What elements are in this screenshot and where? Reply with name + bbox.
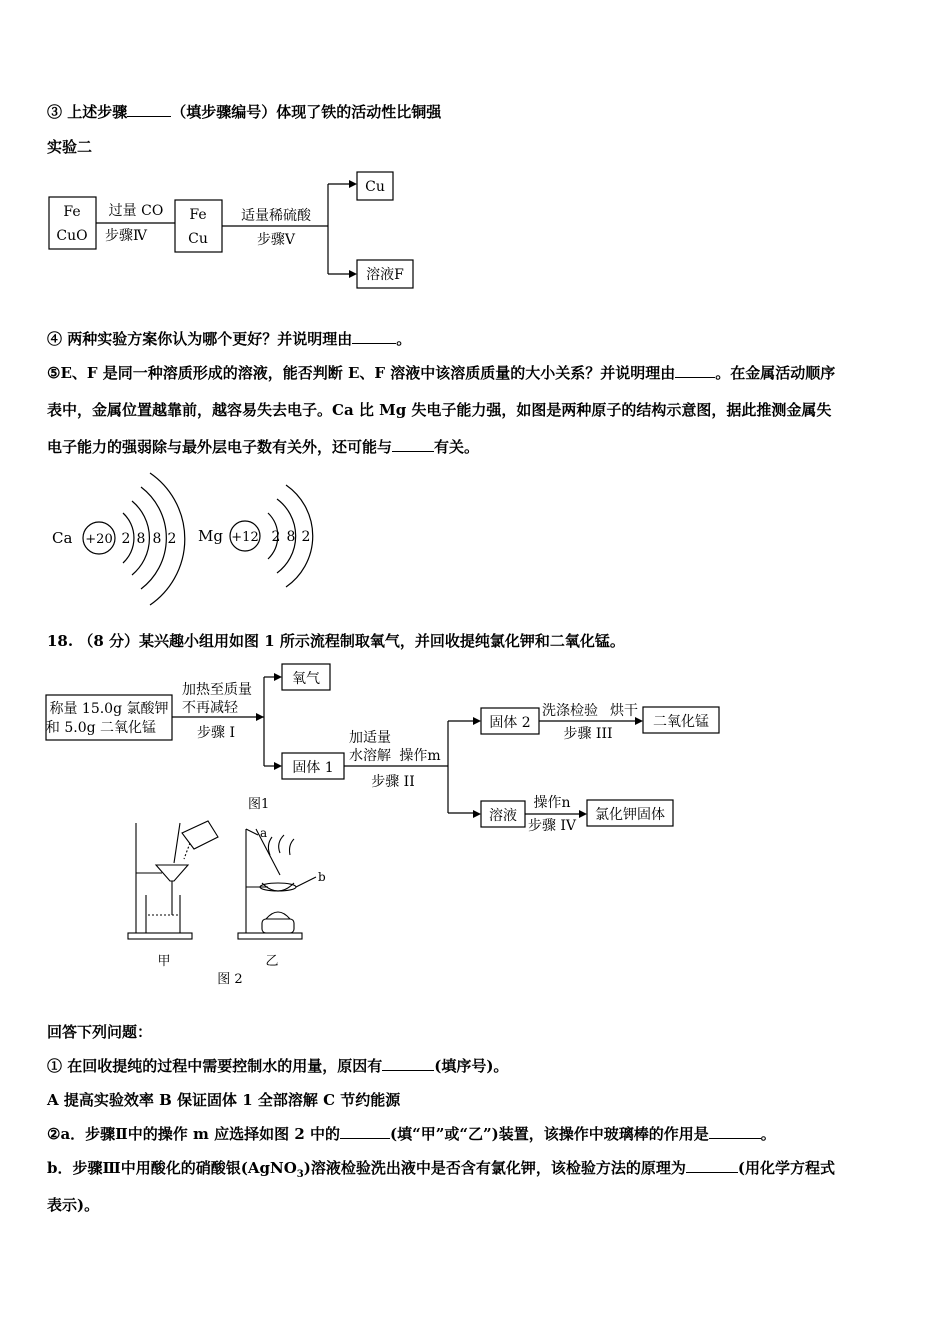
- solid1-label: 固体 1: [292, 760, 334, 776]
- answer-blank[interactable]: [352, 329, 396, 344]
- label-b: b: [318, 870, 326, 884]
- label-yi: 乙: [265, 954, 279, 969]
- arrow1-bottom-label: 步骤Ⅳ: [105, 228, 147, 244]
- ca-shell-count: 2: [121, 531, 131, 547]
- step3-label: 步骤 III: [563, 726, 613, 742]
- answer-blank[interactable]: [392, 437, 434, 452]
- glass-rod-jia: [174, 823, 180, 863]
- question-4-line: ④ 两种实验方案你认为哪个更好？并说明理由 。: [47, 330, 412, 348]
- answer-blank[interactable]: [686, 1158, 738, 1173]
- question-3-line: [47, 102, 441, 122]
- ca-nucleus-charge: +20: [85, 532, 113, 547]
- label-a: a: [260, 826, 268, 840]
- mno2-label: 二氧化锰: [653, 714, 709, 730]
- dry-label: 烘干: [610, 703, 638, 719]
- heat-line2: 不再减轻: [182, 700, 238, 716]
- wash-label: 洗涤检验: [542, 703, 598, 719]
- output-solution-f: 溶液F: [366, 267, 404, 283]
- op-n-label: 操作n: [533, 795, 571, 811]
- answer-blank[interactable]: [709, 1124, 761, 1139]
- oxygen-label: 氧气: [292, 671, 320, 687]
- box1-line1: Fe: [63, 204, 81, 220]
- question-5-line-2: 表中，金属位置越靠前，越容易失去电子。Ca 比 Mg 失电子能力强，如图是两种原子的结构示意图，据此推测金属失: [47, 401, 832, 419]
- answer-title: 回答下列问题：: [47, 1023, 153, 1041]
- pouring-beaker: [182, 821, 218, 849]
- op-m-label: 操作m: [399, 748, 441, 764]
- mg-symbol: Mg: [198, 527, 223, 545]
- output-cu: Cu: [365, 179, 385, 195]
- ca-shell-count: 8: [152, 531, 162, 547]
- arrow2-bottom-label: 步骤Ⅴ: [256, 232, 296, 248]
- question-5-line-1: ⑤E、F 是同一种溶质形成的溶液，能否判断 E、F 溶液中该溶质质量的大小关系？并说明理由 。在金属活动顺序: [47, 364, 836, 382]
- step1-label: 步骤 I: [197, 725, 235, 741]
- question-a1-line: ① 在回收提纯的过程中需要控制水的用量，原因有 (填序号)。: [47, 1057, 509, 1075]
- question-b-line-1: b．步骤Ⅲ中用酸化的硝酸银(AgNO$_3$)溶液检验洗出液中是否含有氯化钾，该检验方法的原理为 (用化学方程式: [47, 1159, 835, 1180]
- q3-prefix: ③ 上述步骤: [47, 103, 128, 121]
- arrow2-top-label: 适量稀硫酸: [241, 208, 311, 224]
- arrow1-top-label: 过量 CO: [108, 203, 164, 219]
- question-b-line-2: 表示)。: [47, 1196, 100, 1214]
- leader-b: [296, 877, 316, 887]
- figure-1-caption: 图1: [248, 797, 270, 812]
- options-line: A 提高实验效率 B 保证固体 1 全部溶解 C 节约能源: [47, 1091, 401, 1109]
- atom-structure-diagram: [40, 465, 340, 615]
- label-jia: 甲: [157, 954, 171, 969]
- mg-nucleus-charge: +12: [231, 530, 259, 545]
- answer-blank[interactable]: [675, 363, 715, 378]
- mg-shell-count: 8: [286, 529, 296, 545]
- stand-base-jia: [128, 933, 192, 939]
- answer-blank[interactable]: [340, 1124, 390, 1139]
- box2-line2: Cu: [188, 231, 208, 247]
- mg-shell-count: 2: [301, 529, 311, 545]
- beaker-jia: [146, 895, 180, 933]
- experiment-2-flow-diagram: [40, 170, 440, 300]
- solid2-label: 固体 2: [489, 715, 531, 731]
- alcohol-lamp-flame: [266, 912, 290, 919]
- ca-symbol: Ca: [52, 529, 73, 547]
- experiment-2-title: 实验二: [47, 138, 93, 156]
- question-5-line-3: 电子能力的强弱除与最外层电子数有关外，还可能与 有关。: [47, 438, 480, 456]
- step2-label: 步骤 II: [371, 774, 415, 790]
- ca-shell-count: 2: [167, 531, 177, 547]
- mg-shell-count: 2: [271, 529, 281, 545]
- box2-line1: Fe: [189, 207, 207, 223]
- dissolve-line2: 水溶解: [349, 748, 391, 764]
- question-a2-line: ②a．步骤Ⅱ中的操作 m 应选择如图 2 中的 (填“甲”或“乙”)装置，该操作中玻璃棒的作用是 。: [47, 1125, 776, 1143]
- solution-label: 溶液: [489, 808, 517, 824]
- ca-shell-count: 8: [136, 531, 146, 547]
- arrowhead-bottom: [349, 270, 357, 278]
- start-line1: 称量 15.0g 氯酸钾: [49, 701, 169, 717]
- answer-blank[interactable]: [127, 102, 171, 117]
- answer-blank[interactable]: [382, 1056, 434, 1071]
- step4-label: 步骤 IV: [527, 818, 577, 834]
- dissolve-line1: 加适量: [349, 730, 391, 746]
- steam: [268, 835, 294, 855]
- kcl-label: 氯化钾固体: [595, 807, 665, 823]
- start-line2: 和 5.0g 二氧化锰: [45, 720, 157, 736]
- alcohol-lamp: [262, 919, 294, 933]
- stand-base-yi: [238, 933, 302, 939]
- q3-suffix: （填步骤编号）体现了铁的活动性比铜强: [171, 103, 442, 121]
- figure-2-apparatus: [120, 815, 340, 990]
- figure-2-caption: 图 2: [217, 972, 243, 987]
- box1-line2: CuO: [56, 228, 88, 244]
- heat-line1: 加热至质量: [182, 682, 252, 698]
- arrowhead-top: [349, 180, 357, 188]
- question-18-title: 18. （8 分）某兴趣小组用如图 1 所示流程制取氧气，并回收提纯氯化钾和二氧化锰。: [47, 632, 625, 650]
